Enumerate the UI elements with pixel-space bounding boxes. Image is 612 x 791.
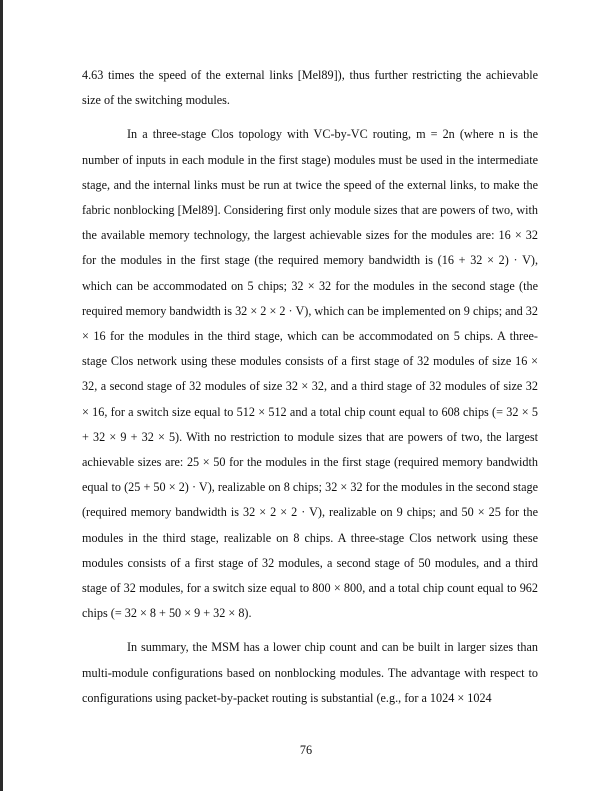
paragraph-3: In summary, the MSM has a lower chip count and can be built in larger sizes than multi-module configurations based on nonblocking modules. The advantage with respect to configurations using packet-by-packet routing is substantial (e.g., for a 1024 × 1024 (82, 640, 538, 705)
scan-left-edge (0, 0, 3, 791)
paragraph-1: 4.63 times the speed of the external links [Mel89]), thus further restricting the achievable size of the switching modules. (82, 68, 538, 108)
paragraph-2: In a three-stage Clos topology with VC-by-VC routing, m = 2n (where n is the number of inputs in each module in the first stage) modules must be used in the intermediate stage, and the internal links must be run at twice the speed of the external links, to make the fabric nonblocking [Mel89]. Considering first only module sizes that are powers of two, with the available memory technology, the largest achievable sizes for the modules are: 16 × 32 for the modules in the first stage (the required memory bandwidth is (16 + 32 × 2) · V), which can be accommodated on 5 chips; 32 × 32 for the modules in the second stage (the required memory bandwidth is 32 × 2 × 2 · V), which can be implemented on 9 chips; and 32 × 16 for the modules in the third stage, which can be accommodated on 5 chips. A three-stage Clos network using these modules consists of a first stage of 32 modules of size 16 × 32, a second stage of 32 modules of size 32 × 32, and a third stage of 32 modules of size 32 × 16, for a switch size equal to 512 × 512 and a total chip count equal to 608 chips (= 32 × 5 + 32 × 9 + 32 × 5). With no restriction to module sizes that are powers of two, the largest achievable sizes are: 25 × 50 for the modules in the first stage (required memory bandwidth equal to (25 + 50 × 2) · V), realizable on 8 chips; 32 × 32 for the modules in the second stage (required memory bandwidth is 32 × 2 × 2 · V), realizable on 9 chips; and 50 × 25 for the modules in the third stage, realizable on 8 chips. A three-stage Clos network using these modules consists of a first stage of 32 modules, a second stage of 50 modules, and a third stage of 32 modules, for a switch size equal to 800 × 800, and a total chip count equal to 962 chips (= 32 × 8 + 50 × 9 + 32 × 8). (82, 127, 538, 621)
page-number: 76 (299, 743, 313, 757)
page-body (82, 63, 538, 711)
